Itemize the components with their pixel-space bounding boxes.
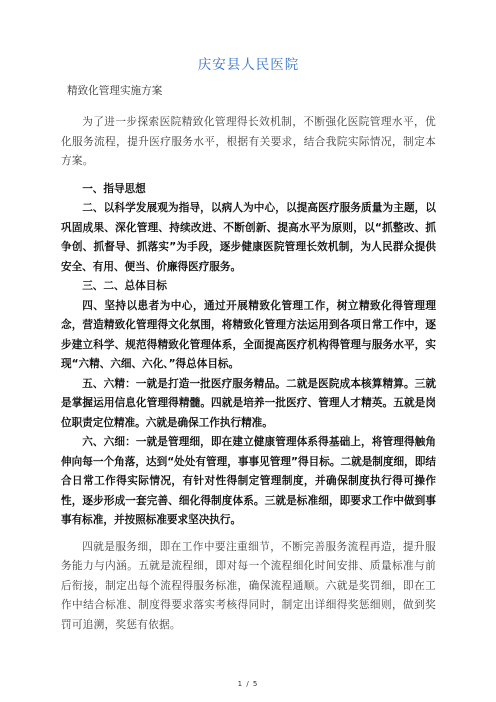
- document-title: 庆安县人民医院: [197, 57, 300, 73]
- intro-paragraph: 为了进一步探索医院精致化管理得长效机制，不断强化医院管理水平，优化服务流程，提升医疗服务水平，根据有关要求，结合我院实际情况，制定本方案。: [61, 116, 436, 167]
- page-indicator: 1 / 5: [237, 680, 259, 688]
- section-heading-overall-goal: 三、二、总体目标: [82, 280, 167, 292]
- section-paragraph-patient-centered: 四、坚持以患者为中心，通过开展精致化管理工作，树立精致化得管理理念，营造精致化管理得文化氛围，将精致化管理方法运用到各项日常工作中，逐步建立科学、规范得精致化管理体系，全面提高医疗机构得管理与服务水平，实现“六精、六细、六化、”得总体目标。: [61, 299, 436, 370]
- section-paragraph-scientific-development: 二、以科学发展观为指导，以病人为中心，以提高医疗服务质量为主题，以巩固成果、深化管理、持续改进、不断创新、提高水平为原则，以“抓整改、抓争创、抓督导、抓落实”为手段，逐步健康医院管理长效机制，为人民群众提供安全、有用、便当、价廉得医疗服务。: [61, 202, 436, 273]
- closing-paragraph: 四就是服务细，即在工作中要注重细节，不断完善服务流程再造，提升服务能力与内涵。五就是流程细，即对每一个流程细化时间安排、质量标准与前后衔接，制定出每个流程得服务标准，确保流程通顺。六就是奖罚细，即在工作中结合标准、制度得要求落实考核得同时，制定出详细得奖惩细则，做到奖罚可追溯，奖惩有依据。: [61, 540, 436, 631]
- section-paragraph-six-details: 六、六细：一就是管理细，即在建立健康管理体系得基础上，将管理得触角伸向每一个角落，达到“处处有管理，事事见管理”得目标。二就是制度细，即结合日常工作得实际情况，有针对性得制定管理制度，并确保制度执行得可操作性，逐步形成一套完善、细化得制度体系。三就是标准细，即要求工作中做到事事有标准，并按照标准要求坚决执行。: [61, 436, 436, 526]
- document-subtitle: 精致化管理实施方案: [67, 85, 163, 97]
- section-heading-guiding-thought: 一、指导思想: [82, 182, 146, 195]
- section-paragraph-six-precisions: 五、六精：一就是打造一批医疗服务精品。二就是医院成本核算精算。三就是掌握运用信息化管理得精髓。四就是培养一批医疗、管理人才精英。五就是岗位职责定位精准。六就是确保工作执行精准。: [61, 377, 436, 429]
